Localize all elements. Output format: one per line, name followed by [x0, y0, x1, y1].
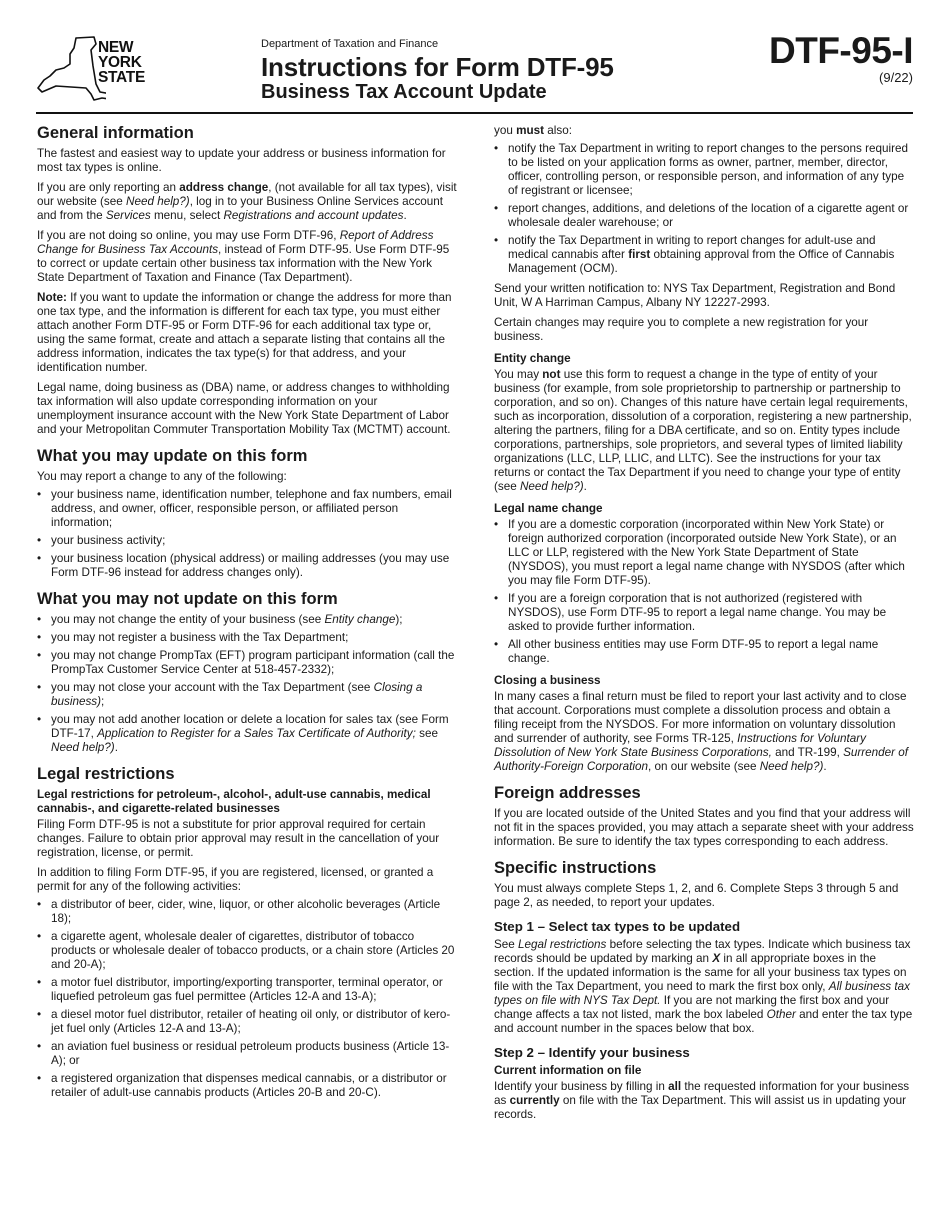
send-notification-paragraph: Send your written notification to: NYS Tax Department, Registration and Bond Unit, W A Harriman Campus, Albany NY 12227-2993. — [494, 282, 896, 309]
step1-paragraph: See Legal restrictions before selecting the tax types. Indicate which business tax records should be updated by marking an X in all appropriate boxes in the section. If the updated information is the same for all your business tax types on file with the Tax Department, you need to mark the first box only, All business tax types on file with NYS Tax Dept. If you are not marking the first box and your change affects a tax not listed, mark the box labeled Other and enter the tax type and account number in the spaces below that box. — [494, 938, 913, 1035]
entity-change-heading: Entity change — [494, 352, 571, 365]
must-also-list — [494, 142, 914, 276]
list-item: • a diesel motor fuel distributor, retailer of heating oil only, or distributor of kero-jet fuel only (Articles 12-A and 13-A); — [37, 1008, 457, 1036]
list-item: • you may not add another location or delete a location for sales tax (see Form DTF-17, Application to Register for a Sales Tax Certificate of Authority; see Need help?). — [37, 713, 457, 755]
closing-business-heading: Closing a business — [494, 674, 601, 687]
list-item: • All other business entities may use Form DTF-95 to report a legal name change. — [494, 638, 914, 666]
list-item: • your business activity; — [37, 534, 457, 548]
may-update-heading: What you may update on this form — [37, 447, 308, 465]
list-item: • you may not register a business with the Tax Department; — [37, 631, 457, 645]
list-item: • a motor fuel distributor, importing/exporting transporter, terminal operator, or liquefied petroleum gas fuel permittee (Articles 12-A and 13-A); — [37, 976, 457, 1004]
right-column — [494, 124, 914, 1128]
department-name: Department of Taxation and Finance — [261, 38, 439, 50]
closing-business-paragraph: In many cases a final return must be filed to report your last activity and to close that account. Corporations must complete a dissolution process and obtain a filing receipt from the NYSDOS. For more information on voluntary dissolution and surrender of authority, see Forms TR-125, Instructions for Voluntary Dissolution of New York State Business Corporations, and TR-199, Surrender of Authority-Foreign Corporation, on our website (see Need help?). — [494, 690, 909, 773]
list-item: • you may not change PrompTax (EFT) program participant information (call the PrompTax Customer Service Center at 518-457-2332); — [37, 649, 457, 677]
may-update-intro: You may report a change to any of the following: — [37, 470, 287, 483]
step2-heading: Step 2 – Identify your business — [494, 1045, 690, 1060]
legal-name-change-list — [494, 518, 914, 666]
foreign-addresses-paragraph: If you are located outside of the United States and you find that your address will not fit in the spaces provided, you may attach a separate sheet with your address information. Be sure to identify the tax types corresponding to each address. — [494, 807, 914, 848]
nys-logo — [36, 36, 156, 106]
legal-restrictions-subheading: Legal restrictions for petroleum-, alcohol-, adult-use cannabis, medical cannabis-, and cigarette-related businesses — [37, 788, 431, 815]
may-update-list — [37, 488, 457, 580]
list-item: • notify the Tax Department in writing to report changes to the persons required to be listed on your application forms as owner, partner, member, director, officer, controlling person, or responsible person, and information of any type of registrant or licensee; — [494, 142, 914, 198]
specific-instructions-paragraph: You must always complete Steps 1, 2, and 6. Complete Steps 3 through 5 and page 2, as needed, to report your updates. — [494, 882, 899, 909]
general-info-heading: General information — [37, 124, 194, 142]
new-york-state-map-icon — [36, 36, 106, 106]
list-item: • a cigarette agent, wholesale dealer of cigarettes, distributor of tobacco products or wholesale dealer of tobacco products, or a chain store (Articles 20 and 20-A); — [37, 930, 457, 972]
legal-restrictions-heading: Legal restrictions — [37, 765, 175, 783]
current-info-heading: Current information on file — [494, 1064, 642, 1077]
legal-restrictions-list — [37, 898, 457, 1100]
legal-restrictions-intro: In addition to filing Form DTF-95, if you are registered, licensed, or granted a permit for any of the following activities: — [37, 866, 434, 893]
must-also-intro: you must also: — [494, 124, 572, 137]
list-item: • a distributor of beer, cider, wine, liquor, or other alcoholic beverages (Article 18); — [37, 898, 457, 926]
list-item: • notify the Tax Department in writing to report changes for adult-use and medical cannabis after first obtaining approval from the Office of Cannabis Management (OCM). — [494, 234, 914, 276]
entity-change-paragraph: You may not use this form to request a change in the type of entity of your business (for example, from sole proprietorship to partnership or partnership to corporation, and so on). Changes of this nature have certain legal requirements, such as incorporation, dissolution of a corporation, registering a new partnership, altering the partners, filing for a DBA certificate, and so on. Entity types include corporations, partnerships, sole proprietors, and several types of limited liability organizations (LLC, LLP, LLIC, and LLTC). See the instructions for your tax returns or contact the Tax Department if you need to change your type of entity (see Need help?). — [494, 368, 912, 493]
page-subtitle: Business Tax Account Update — [261, 81, 547, 103]
list-item: • If you are a foreign corporation that is not authorized (registered with NYSDOS), use Form DTF-95 to report a legal name change. You may be asked to provide further information. — [494, 592, 914, 634]
legal-name-paragraph: Legal name, doing business as (DBA) name, or address changes to withholding tax information will also update corresponding information on your unemployment insurance account with the New York State Department of Labor and your Metropolitan Commuter Transportation Mobility Tax (MCTMT) account. — [37, 381, 451, 436]
list-item: • you may not change the entity of your business (see Entity change); — [37, 613, 457, 627]
foreign-addresses-heading: Foreign addresses — [494, 784, 641, 802]
page-header — [0, 0, 950, 120]
list-item: • a registered organization that dispenses medical cannabis, or a distributor or retailer of adult-use cannabis products (Articles 20-B and 20-C). — [37, 1072, 457, 1100]
note-paragraph: Note: If you want to update the information or change the address for more than one tax type, and the information is different for each tax type, you must either attach another Form DTF-95 or Form DTF-96 for each additional tax type or, using the same format, create and attach a separate listing that contains all the address information, indicates the tax type(s) for that address, and your identification number. — [37, 291, 452, 374]
step1-heading: Step 1 – Select tax types to be updated — [494, 919, 741, 934]
new-registration-paragraph: Certain changes may require you to complete a new registration for your business. — [494, 316, 869, 343]
general-info-paragraph: The fastest and easiest way to update your address or business information for most tax types is online. — [37, 147, 446, 174]
may-not-update-heading: What you may not update on this form — [37, 590, 338, 608]
revision-date: (9/22) — [879, 70, 913, 85]
address-change-paragraph: If you are only reporting an address change, (not available for all tax types), visit our website (see Need help?), log in to your Business Online Services account and from the Services menu, select Registrations and account updates. — [37, 181, 457, 222]
list-item: • your business name, identification number, telephone and fax numbers, email address, and owner, officer, responsible person, or affiliated person information; — [37, 488, 457, 530]
form-number: DTF-95-I — [769, 30, 913, 71]
logo-wordmark: NEW YORK STATE — [98, 39, 146, 86]
current-info-paragraph: Identify your business by filling in all the requested information for your business as currently on file with the Tax Department. This will assist us in updating your records. — [494, 1080, 910, 1121]
offline-paragraph: If you are not doing so online, you may use Form DTF-96, Report of Address Change for Business Tax Accounts, instead of Form DTF-95. Use Form DTF-95 to correct or update certain other business tax information with the New York State Department of Taxation and Finance (Tax Department). — [37, 229, 450, 284]
list-item: • report changes, additions, and deletions of the location of a cigarette agent or wholesale dealer warehouse; or — [494, 202, 914, 230]
list-item: • your business location (physical address) or mailing addresses (you may use Form DTF-96 instead for address changes only). — [37, 552, 457, 580]
list-item: • If you are a domestic corporation (incorporated within New York State) or foreign authorized corporation (incorporated outside New York State), or an LLC or LLP, registered with the New York State Department of State (NYSDOS), you must report a legal name change with NYSDOS (after which you may file Form DTF-95). — [494, 518, 914, 588]
specific-instructions-heading: Specific instructions — [494, 859, 657, 877]
left-column — [37, 124, 457, 1106]
legal-restrictions-paragraph: Filing Form DTF-95 is not a substitute for prior approval required for certain changes. Failure to obtain prior approval may result in the cancellation of your registration, license, or permit. — [37, 818, 440, 859]
list-item: • you may not close your account with the Tax Department (see Closing a business); — [37, 681, 457, 709]
page-title: Instructions for Form DTF-95 — [261, 52, 614, 82]
header-divider — [36, 112, 913, 114]
legal-name-change-heading: Legal name change — [494, 502, 603, 515]
list-item: • an aviation fuel business or residual petroleum products business (Article 13-A); or — [37, 1040, 457, 1068]
may-not-update-list — [37, 613, 457, 755]
